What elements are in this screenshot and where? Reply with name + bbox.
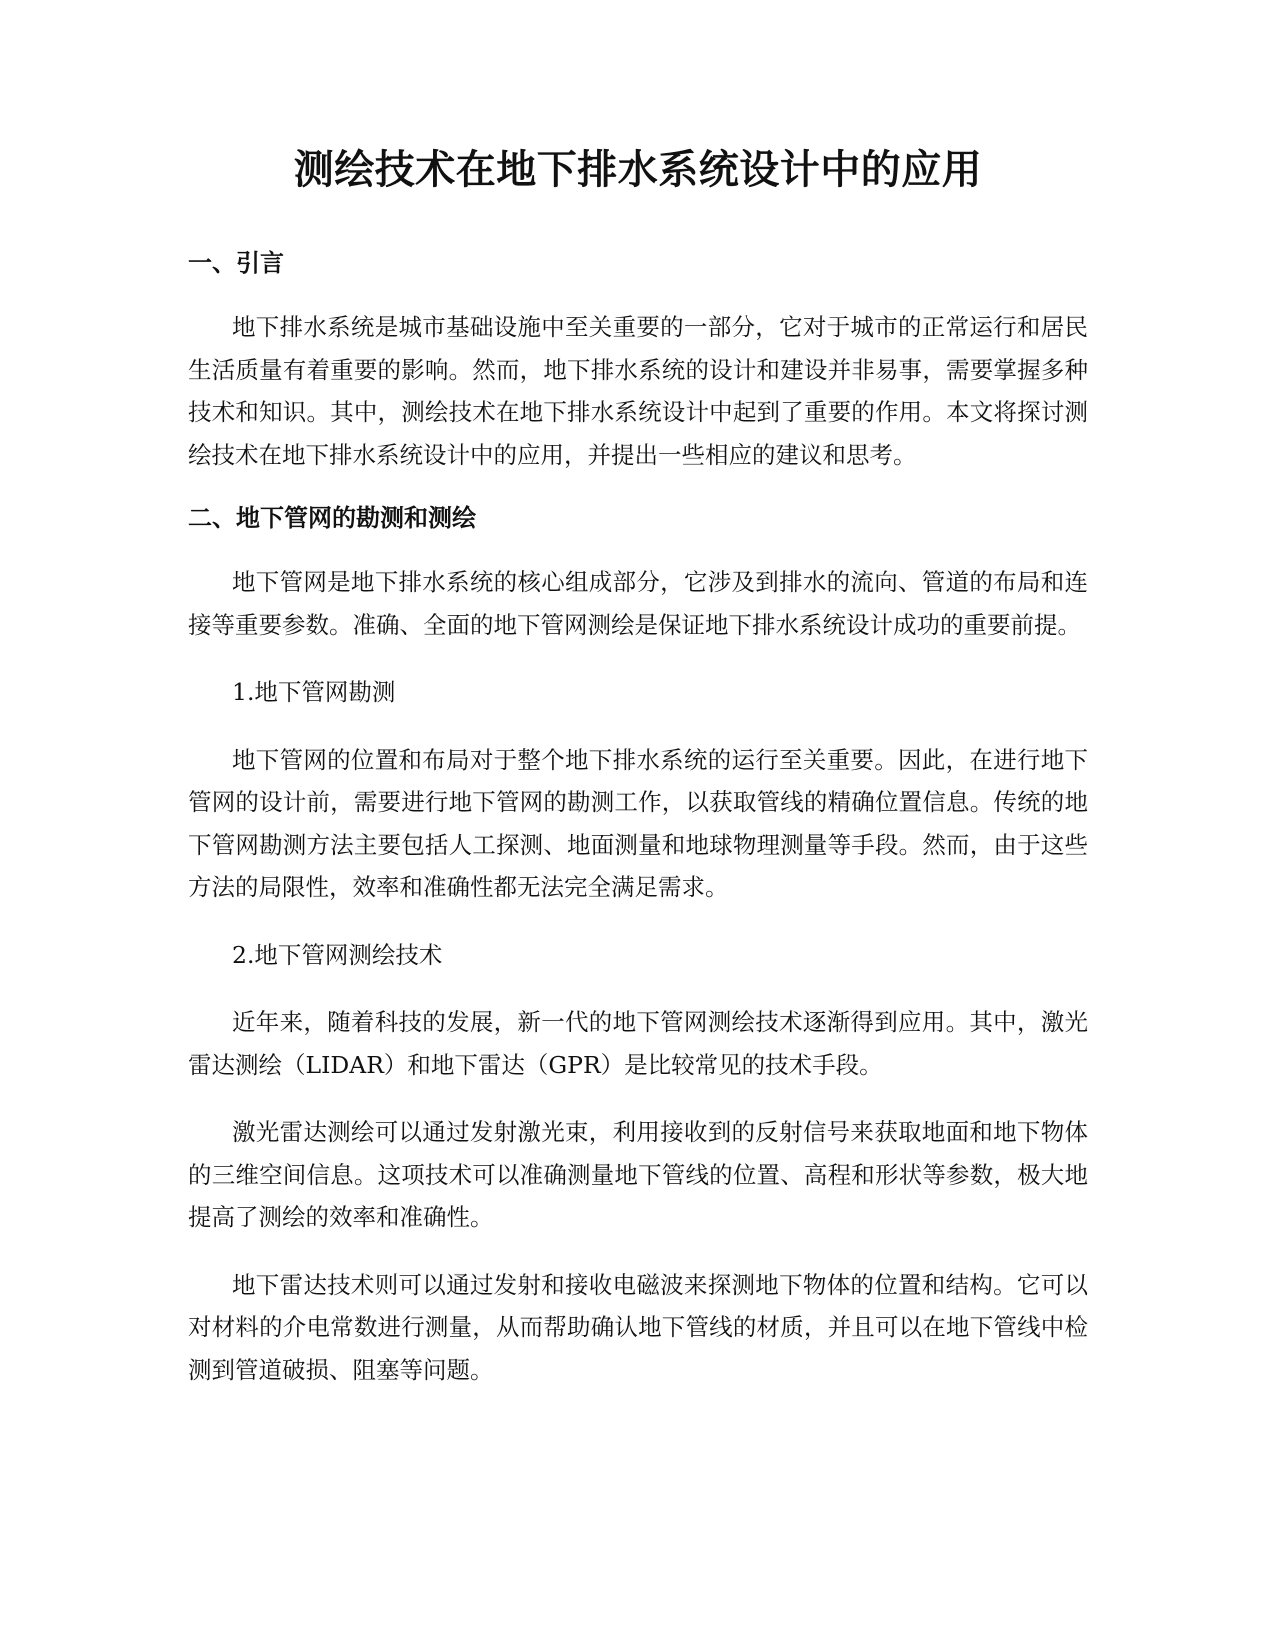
- subsection-heading-pipe-network-mapping-tech: 2.地下管网测绘技术: [232, 940, 443, 969]
- paragraph: 近年来，随着科技的发展，新一代的地下管网测绘技术逐渐得到应用。其中，激光雷达测绘（LIDAR）和地下雷达（GPR）是比较常见的技术手段。: [188, 1008, 1088, 1079]
- paragraph: 激光雷达测绘可以通过发射激光束，利用接收到的反射信号来获取地面和地下物体的三维空间信息。这项技术可以准确测量地下管线的位置、高程和形状等参数，极大地提高了测绘的效率和准确性。: [188, 1118, 1088, 1231]
- section-heading-introduction: 一、引言: [188, 249, 284, 277]
- paragraph: 地下管网是地下排水系统的核心组成部分，它涉及到排水的流向、管道的布局和连接等重要参数。准确、全面的地下管网测绘是保证地下排水系统设计成功的重要前提。: [188, 568, 1088, 639]
- section-heading-pipe-network-survey: 二、地下管网的勘测和测绘: [188, 504, 476, 532]
- paragraph: 地下排水系统是城市基础设施中至关重要的一部分，它对于城市的正常运行和居民生活质量有着重要的影响。然而，地下排水系统的设计和建设并非易事，需要掌握多种技术和知识。其中，测绘技术在地下排水系统设计中起到了重要的作用。本文将探讨测绘技术在地下排水系统设计中的应用，并提出一些相应的建议和思考。: [188, 313, 1088, 469]
- paragraph: 地下管网的位置和布局对于整个地下排水系统的运行至关重要。因此，在进行地下管网的设计前，需要进行地下管网的勘测工作，以获取管线的精确位置信息。传统的地下管网勘测方法主要包括人工探测、地面测量和地球物理测量等手段。然而，由于这些方法的局限性，效率和准确性都无法完全满足需求。: [188, 745, 1088, 901]
- paragraph: 地下雷达技术则可以通过发射和接收电磁波来探测地下物体的位置和结构。它可以对材料的介电常数进行测量，从而帮助确认地下管线的材质，并且可以在地下管线中检测到管道破损、阻塞等问题。: [188, 1270, 1088, 1384]
- document-title: 测绘技术在地下排水系统设计中的应用: [293, 147, 983, 193]
- subsection-heading-pipe-network-exploration: 1.地下管网勘测: [232, 678, 396, 706]
- document-body: [188, 140, 1088, 1391]
